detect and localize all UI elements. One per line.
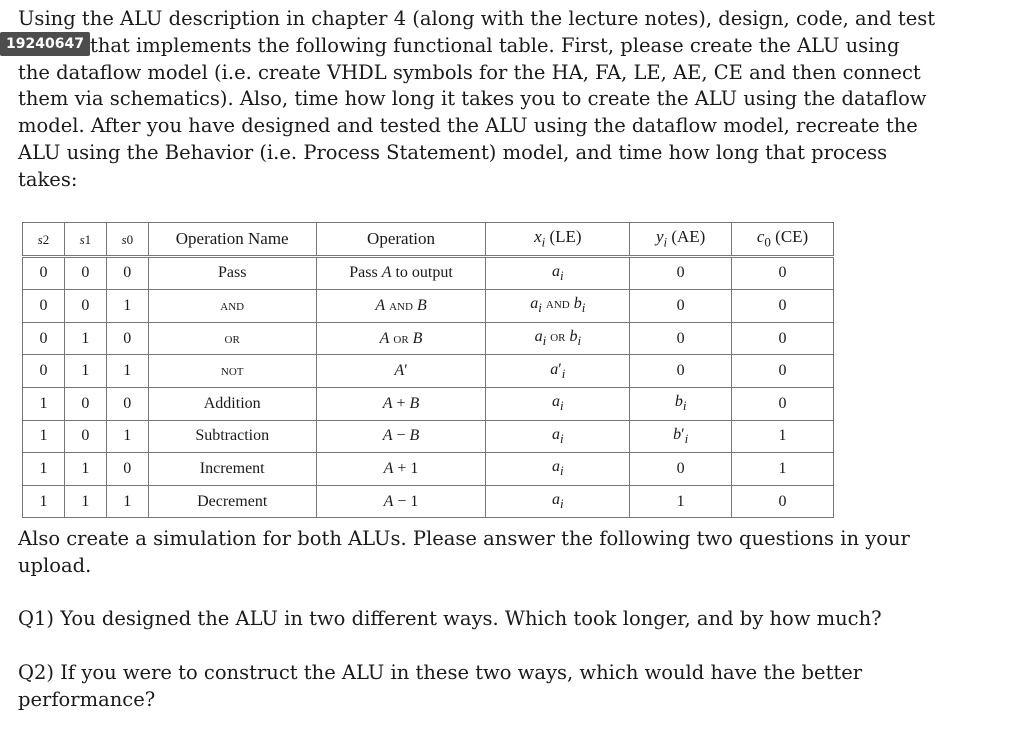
intro-line-6: ALU using the Behavior (i.e. Process Statement) model, and time how long that process (18, 140, 888, 164)
cell-s1: 0 (64, 387, 106, 420)
cell-s2: 0 (23, 322, 65, 355)
cell-operation-name: and (148, 290, 316, 323)
cell-c0: 0 (732, 322, 834, 355)
cell-operation-name: Subtraction (148, 420, 316, 453)
cell-xi: $a_i$ (486, 420, 630, 453)
cell-s1: 1 (64, 322, 106, 355)
intro-paragraph (18, 6, 935, 194)
header-s0: s0 (106, 223, 148, 257)
cell-yi: $b_i$ (630, 387, 732, 420)
header-xi-le: $x_i$ (LE) (486, 223, 630, 257)
cell-operation-name: not (148, 355, 316, 388)
cell-s2: 1 (23, 420, 65, 453)
cell-xi: $a_i$ and $b_i$ (486, 290, 630, 323)
cell-s0: 1 (106, 420, 148, 453)
cell-operation-name: Addition (148, 387, 316, 420)
cell-xi: $a_i$ (486, 387, 630, 420)
cell-s0: 0 (106, 387, 148, 420)
table-row (23, 453, 834, 486)
id-watermark-badge: 19240647 (0, 32, 90, 56)
table-row (23, 485, 834, 518)
cell-s1: 1 (64, 453, 106, 486)
question-2-line-2: performance? (18, 687, 156, 711)
cell-s2: 1 (23, 387, 65, 420)
question-2-line-1: Q2) If you were to construct the ALU in these two ways, which would have the better (18, 661, 863, 684)
cell-yi: 0 (630, 322, 732, 355)
table-row (23, 420, 834, 453)
cell-s1: 0 (64, 256, 106, 290)
cell-operation-name: Increment (148, 453, 316, 486)
cell-operation: A − 1 (316, 485, 486, 518)
table-row (23, 387, 834, 420)
header-yi-ae: $y_i$ (AE) (630, 223, 732, 257)
cell-s2: 0 (23, 290, 65, 323)
cell-operation: A + 1 (316, 453, 486, 486)
header-s2: s2 (23, 223, 65, 257)
cell-s2: 1 (23, 453, 65, 486)
cell-s2: 1 (23, 485, 65, 518)
cell-c0: 0 (732, 290, 834, 323)
cell-s1: 1 (64, 355, 106, 388)
cell-yi: 0 (630, 290, 732, 323)
cell-xi: $a_i$ (486, 453, 630, 486)
cell-c0: 1 (732, 453, 834, 486)
cell-operation-name: Pass (148, 256, 316, 290)
cell-operation-name: Decrement (148, 485, 316, 518)
cell-yi: 0 (630, 256, 732, 290)
question-1-text: Q1) You designed the ALU in two different ways. Which took longer, and by how much? (18, 607, 882, 630)
cell-c0: 0 (732, 485, 834, 518)
table-row (23, 256, 834, 290)
simulation-line-1: Also create a simulation for both ALUs. Please answer the following two questions in your (18, 527, 910, 550)
question-2 (18, 660, 862, 714)
header-c0-ce: $c_0$ (CE) (732, 223, 834, 257)
cell-s1: 0 (64, 420, 106, 453)
cell-operation: A and B (316, 290, 486, 323)
cell-s1: 1 (64, 485, 106, 518)
cell-operation-name: or (148, 322, 316, 355)
intro-line-5: model. After you have designed and tested the ALU using the dataflow model, recreate the (18, 114, 918, 138)
table-row (23, 322, 834, 355)
alu-function-table (22, 222, 834, 518)
cell-c0: 0 (732, 387, 834, 420)
cell-xi: $a_i$ (486, 256, 630, 290)
intro-line-3: the dataflow model (i.e. create VHDL symbols for the HA, FA, LE, AE, CE and then connect (18, 60, 921, 84)
intro-line-7: takes: (18, 167, 78, 191)
cell-c0: 1 (732, 420, 834, 453)
header-s1: s1 (64, 223, 106, 257)
cell-operation: A or B (316, 322, 486, 355)
cell-s0: 1 (106, 290, 148, 323)
cell-operation: A + B (316, 387, 486, 420)
cell-c0: 0 (732, 256, 834, 290)
cell-operation: A′ (316, 355, 486, 388)
table-row (23, 290, 834, 323)
cell-yi: 1 (630, 485, 732, 518)
simulation-line-2: upload. (18, 553, 92, 577)
cell-xi: $a_i$ (486, 485, 630, 518)
intro-line-4: them via schematics). Also, time how long it takes you to create the ALU using the dataflow (18, 87, 927, 111)
cell-operation: A − B (316, 420, 486, 453)
intro-line-1: Using the ALU description in chapter 4 (along with the lecture notes), design, code, and test (18, 7, 936, 30)
cell-yi: $b'_i$ (630, 420, 732, 453)
cell-s0: 1 (106, 485, 148, 518)
simulation-paragraph (18, 526, 910, 580)
cell-xi: $a_i$ or $b_i$ (486, 322, 630, 355)
cell-s0: 0 (106, 256, 148, 290)
cell-yi: 0 (630, 355, 732, 388)
intro-line-2: that implements the following functional table. First, please create the ALU using (90, 33, 900, 57)
cell-yi: 0 (630, 453, 732, 486)
cell-s1: 0 (64, 290, 106, 323)
cell-s0: 0 (106, 453, 148, 486)
header-operation: Operation (316, 223, 486, 257)
cell-s2: 0 (23, 355, 65, 388)
table-row (23, 355, 834, 388)
cell-s0: 0 (106, 322, 148, 355)
cell-s0: 1 (106, 355, 148, 388)
cell-operation: Pass A to output (316, 256, 486, 290)
table-header-row (23, 223, 834, 257)
header-operation-name: Operation Name (148, 223, 316, 257)
cell-xi: $a'_i$ (486, 355, 630, 388)
question-1 (18, 606, 882, 633)
cell-c0: 0 (732, 355, 834, 388)
cell-s2: 0 (23, 256, 65, 290)
